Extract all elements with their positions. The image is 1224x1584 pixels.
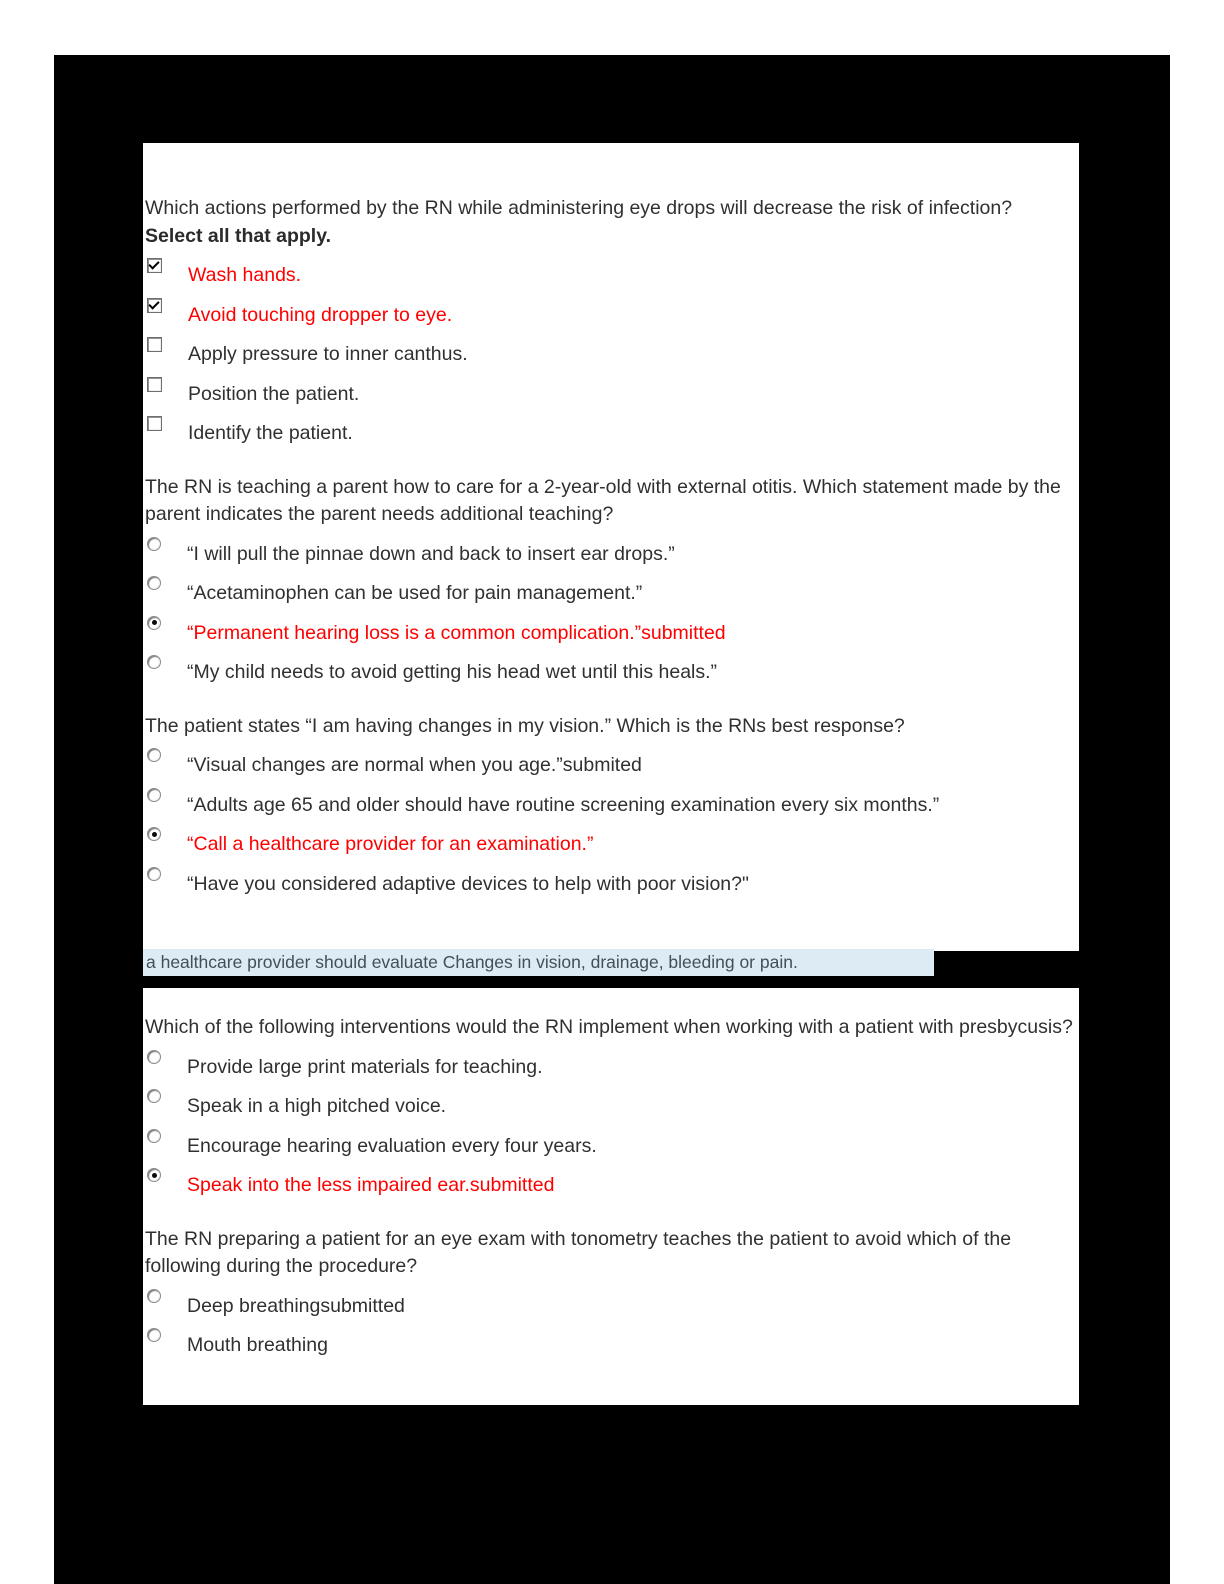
checkbox-icon[interactable] bbox=[147, 337, 162, 352]
radio-icon[interactable] bbox=[147, 867, 161, 881]
answer-option bbox=[145, 1093, 1077, 1121]
radio-icon[interactable] bbox=[147, 537, 161, 551]
question-prompt bbox=[145, 195, 1077, 250]
answer-option bbox=[145, 831, 1077, 859]
quiz-page-card-2 bbox=[143, 988, 1079, 1405]
answer-option bbox=[145, 1332, 1077, 1360]
answer-option-label: Mouth breathing bbox=[187, 1334, 328, 1356]
radio-icon[interactable] bbox=[147, 1168, 161, 1182]
radio-icon[interactable] bbox=[147, 616, 161, 630]
answer-option-label: Deep breathingsubmitted bbox=[187, 1294, 405, 1317]
answer-option-label: Position the patient. bbox=[188, 382, 360, 405]
answer-option bbox=[145, 1054, 1077, 1082]
checkbox-icon[interactable] bbox=[147, 377, 162, 392]
answer-option-label: Wash hands. bbox=[188, 264, 302, 286]
answer-option-label: Apply pressure to inner canthus. bbox=[188, 343, 468, 365]
answer-option-label: “Adults age 65 and older should have routine screening examination every six months.” bbox=[187, 793, 940, 816]
answer-option-label: Provide large print materials for teaching. bbox=[187, 1055, 543, 1078]
answer-option-label: “Permanent hearing loss is a common complication.”submitted bbox=[187, 621, 726, 644]
answer-option bbox=[145, 871, 1077, 899]
question-prompt: Which of the following interventions would the RN implement when working with a patient with presbycusis? bbox=[145, 1016, 1073, 1038]
radio-icon[interactable] bbox=[147, 748, 161, 762]
radio-icon[interactable] bbox=[147, 1328, 161, 1342]
quiz-page-card-1 bbox=[143, 143, 1079, 951]
answer-option bbox=[145, 541, 1077, 569]
radio-icon[interactable] bbox=[147, 827, 161, 841]
question-block-3 bbox=[145, 713, 1077, 899]
question-prompt-text: Which actions performed by the RN while administering eye drops will decrease the risk of infection? bbox=[145, 197, 1018, 219]
answer-option bbox=[145, 341, 1077, 369]
answer-option bbox=[145, 1293, 1077, 1321]
answer-option bbox=[145, 580, 1077, 608]
question-prompt: The patient states “I am having changes in my vision.” Which is the RNs best response? bbox=[145, 714, 905, 737]
viewer-background bbox=[54, 55, 1170, 1584]
answer-option-label: Encourage hearing evaluation every four years. bbox=[187, 1134, 597, 1157]
answer-option-label: Identify the patient. bbox=[188, 422, 353, 444]
answer-option bbox=[145, 620, 1077, 648]
checkbox-icon[interactable] bbox=[147, 258, 162, 273]
answer-option bbox=[145, 262, 1077, 290]
radio-icon[interactable] bbox=[147, 1050, 161, 1064]
radio-icon[interactable] bbox=[147, 1129, 161, 1143]
answer-option-label: “Visual changes are normal when you age.”submited bbox=[187, 754, 642, 776]
highlighted-note: a healthcare provider should evaluate Changes in vision, drainage, bleeding or pain. bbox=[143, 949, 934, 976]
answer-option-label: “Have you considered adaptive devices to help with poor vision?" bbox=[187, 872, 749, 895]
answer-option bbox=[145, 659, 1077, 687]
radio-icon[interactable] bbox=[147, 655, 161, 669]
question-block-5 bbox=[145, 1226, 1077, 1360]
answer-option bbox=[145, 1172, 1077, 1200]
question-block-2 bbox=[145, 474, 1077, 687]
answer-option bbox=[145, 420, 1077, 448]
answer-option-label: “Acetaminophen can be used for pain management.” bbox=[187, 582, 643, 604]
answer-option bbox=[145, 1133, 1077, 1161]
checkbox-icon[interactable] bbox=[147, 416, 162, 431]
question-block-1 bbox=[145, 195, 1077, 448]
answer-option-label: “I will pull the pinnae down and back to insert ear drops.” bbox=[187, 542, 675, 565]
answer-option-label: Avoid touching dropper to eye. bbox=[188, 303, 453, 326]
radio-icon[interactable] bbox=[147, 1289, 161, 1303]
checkbox-icon[interactable] bbox=[147, 298, 162, 313]
answer-option-label: “Call a healthcare provider for an examination.” bbox=[187, 833, 594, 855]
radio-icon[interactable] bbox=[147, 788, 161, 802]
answer-option bbox=[145, 792, 1077, 820]
radio-icon[interactable] bbox=[147, 576, 161, 590]
answer-option-label: Speak in a high pitched voice. bbox=[187, 1095, 447, 1117]
question-prompt-bold: Select all that apply. bbox=[145, 224, 332, 247]
question-prompt: The RN preparing a patient for an eye exam with tonometry teaches the patient to avoid which of the following during the procedure? bbox=[145, 1227, 1012, 1277]
answer-option-label: “My child needs to avoid getting his head wet until this heals.” bbox=[187, 661, 718, 683]
question-prompt: The RN is teaching a parent how to care for a 2-year-old with external otitis. Which statement made by the parent indicates the parent needs additional teaching? bbox=[145, 475, 1061, 525]
radio-icon[interactable] bbox=[147, 1089, 161, 1103]
answer-option bbox=[145, 381, 1077, 409]
answer-option bbox=[145, 752, 1077, 780]
answer-option-label: Speak into the less impaired ear.submitted bbox=[187, 1174, 555, 1196]
answer-option bbox=[145, 302, 1077, 330]
question-block-4 bbox=[145, 1014, 1077, 1200]
